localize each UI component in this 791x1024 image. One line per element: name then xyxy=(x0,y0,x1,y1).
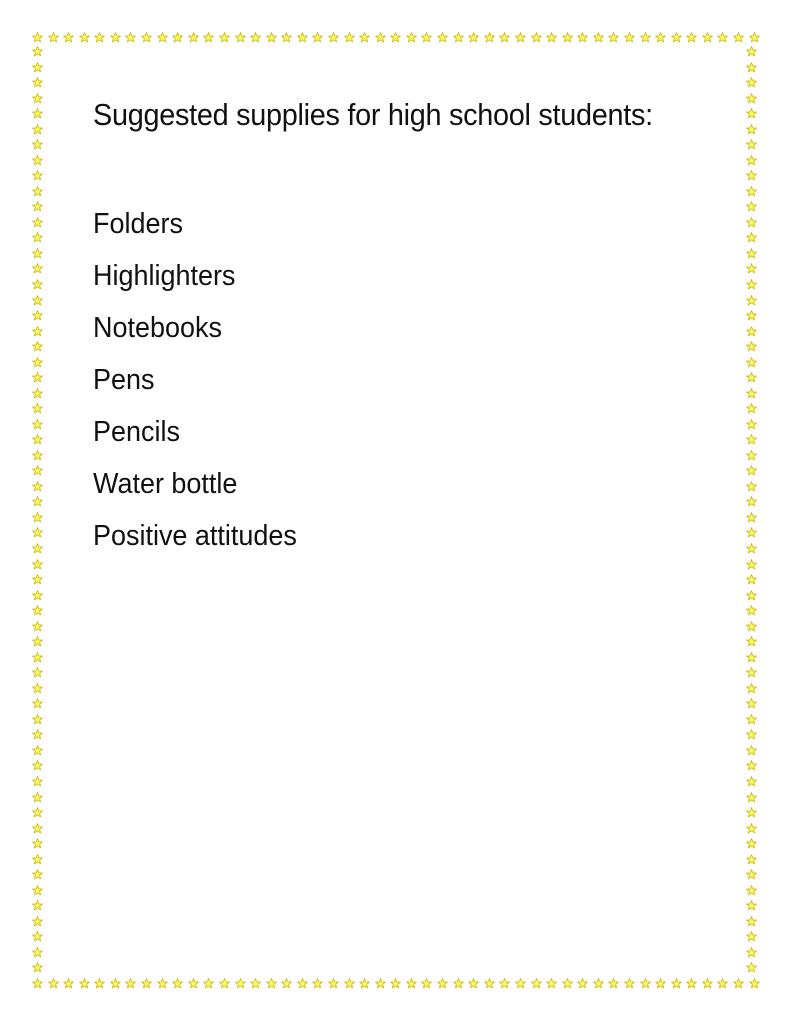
star-border-bottom xyxy=(32,977,760,990)
star-icon xyxy=(746,667,757,678)
star-icon xyxy=(746,621,757,632)
star-icon xyxy=(484,978,495,989)
supply-list xyxy=(93,198,312,562)
star-icon xyxy=(746,248,757,259)
star-icon xyxy=(32,388,43,399)
star-icon xyxy=(746,698,757,709)
star-icon xyxy=(746,62,757,73)
star-icon xyxy=(32,636,43,647)
star-icon xyxy=(746,232,757,243)
star-icon xyxy=(32,248,43,259)
star-icon xyxy=(562,32,573,43)
star-icon xyxy=(32,310,43,321)
star-icon xyxy=(746,326,757,337)
star-icon xyxy=(32,201,43,212)
star-icon xyxy=(577,978,588,989)
star-icon xyxy=(328,32,339,43)
star-icon xyxy=(359,978,370,989)
star-icon xyxy=(312,32,323,43)
star-icon xyxy=(746,93,757,104)
star-icon xyxy=(32,900,43,911)
star-icon xyxy=(188,978,199,989)
star-icon xyxy=(281,32,292,43)
star-icon xyxy=(48,32,59,43)
star-icon xyxy=(32,62,43,73)
star-icon xyxy=(157,978,168,989)
star-icon xyxy=(421,978,432,989)
star-icon xyxy=(266,978,277,989)
star-icon xyxy=(32,512,43,523)
star-icon xyxy=(32,295,43,306)
star-icon xyxy=(746,263,757,274)
star-icon xyxy=(746,807,757,818)
star-icon xyxy=(32,465,43,476)
star-icon xyxy=(312,978,323,989)
star-border-right xyxy=(745,46,758,974)
star-icon xyxy=(32,823,43,834)
star-icon xyxy=(746,559,757,570)
star-icon xyxy=(32,621,43,632)
star-icon xyxy=(717,32,728,43)
star-icon xyxy=(32,155,43,166)
star-icon xyxy=(562,978,573,989)
list-item: Folders xyxy=(93,208,183,240)
star-icon xyxy=(468,32,479,43)
star-icon xyxy=(746,186,757,197)
star-icon xyxy=(746,760,757,771)
star-icon xyxy=(749,978,760,989)
star-icon xyxy=(32,232,43,243)
star-icon xyxy=(48,978,59,989)
star-icon xyxy=(746,605,757,616)
star-icon xyxy=(746,139,757,150)
star-icon xyxy=(94,32,105,43)
star-icon xyxy=(746,481,757,492)
star-icon xyxy=(32,729,43,740)
star-icon xyxy=(390,32,401,43)
star-icon xyxy=(32,807,43,818)
star-icon xyxy=(746,885,757,896)
star-icon xyxy=(593,32,604,43)
star-icon xyxy=(375,978,386,989)
star-icon xyxy=(125,32,136,43)
star-icon xyxy=(32,124,43,135)
star-icon xyxy=(746,590,757,601)
star-icon xyxy=(32,77,43,88)
star-icon xyxy=(32,108,43,119)
star-icon xyxy=(32,139,43,150)
star-icon xyxy=(717,978,728,989)
star-icon xyxy=(608,978,619,989)
star-icon xyxy=(63,32,74,43)
star-icon xyxy=(746,124,757,135)
star-icon xyxy=(32,543,43,554)
star-icon xyxy=(746,77,757,88)
star-icon xyxy=(746,792,757,803)
star-icon xyxy=(702,32,713,43)
star-icon xyxy=(141,978,152,989)
star-icon xyxy=(746,512,757,523)
star-icon xyxy=(746,357,757,368)
star-icon xyxy=(746,419,757,430)
star-icon xyxy=(297,978,308,989)
star-icon xyxy=(640,978,651,989)
star-icon xyxy=(746,465,757,476)
star-icon xyxy=(125,978,136,989)
star-icon xyxy=(746,527,757,538)
star-icon xyxy=(390,978,401,989)
star-icon xyxy=(746,46,757,57)
star-icon xyxy=(546,32,557,43)
star-icon xyxy=(32,869,43,880)
star-icon xyxy=(671,978,682,989)
star-icon xyxy=(32,170,43,181)
star-icon xyxy=(577,32,588,43)
star-icon xyxy=(32,403,43,414)
star-icon xyxy=(746,155,757,166)
star-icon xyxy=(746,496,757,507)
star-icon xyxy=(453,978,464,989)
star-icon xyxy=(281,978,292,989)
star-icon xyxy=(608,32,619,43)
star-icon xyxy=(32,962,43,973)
star-icon xyxy=(79,32,90,43)
star-icon xyxy=(266,32,277,43)
star-icon xyxy=(686,32,697,43)
star-icon xyxy=(375,32,386,43)
star-icon xyxy=(32,372,43,383)
star-icon xyxy=(63,978,74,989)
star-icon xyxy=(32,652,43,663)
star-icon xyxy=(110,32,121,43)
star-icon xyxy=(515,978,526,989)
star-icon xyxy=(746,652,757,663)
star-icon xyxy=(94,978,105,989)
star-icon xyxy=(32,263,43,274)
star-icon xyxy=(32,683,43,694)
star-icon xyxy=(746,170,757,181)
star-icon xyxy=(746,372,757,383)
star-icon xyxy=(32,792,43,803)
star-icon xyxy=(297,32,308,43)
star-icon xyxy=(468,978,479,989)
star-icon xyxy=(746,201,757,212)
star-icon xyxy=(250,32,261,43)
star-icon xyxy=(733,32,744,43)
star-icon xyxy=(746,823,757,834)
star-icon xyxy=(746,714,757,725)
star-icon xyxy=(531,32,542,43)
star-icon xyxy=(746,403,757,414)
star-icon xyxy=(32,947,43,958)
star-border-top xyxy=(32,31,760,44)
star-icon xyxy=(32,667,43,678)
star-icon xyxy=(746,838,757,849)
list-item: Highlighters xyxy=(93,260,236,292)
star-icon xyxy=(746,683,757,694)
star-icon xyxy=(235,32,246,43)
star-icon xyxy=(746,745,757,756)
star-icon xyxy=(406,32,417,43)
star-icon xyxy=(640,32,651,43)
star-icon xyxy=(32,481,43,492)
list-item: Positive attitudes xyxy=(93,520,297,552)
list-item: Notebooks xyxy=(93,312,222,344)
star-icon xyxy=(32,217,43,228)
star-icon xyxy=(746,636,757,647)
star-icon xyxy=(32,341,43,352)
star-icon xyxy=(499,978,510,989)
star-icon xyxy=(746,931,757,942)
star-icon xyxy=(32,776,43,787)
star-icon xyxy=(437,978,448,989)
star-icon xyxy=(219,32,230,43)
star-icon xyxy=(655,978,666,989)
star-icon xyxy=(746,916,757,927)
star-icon xyxy=(746,310,757,321)
star-icon xyxy=(515,32,526,43)
star-icon xyxy=(671,32,682,43)
star-icon xyxy=(746,434,757,445)
list-item: Water bottle xyxy=(93,468,238,500)
star-icon xyxy=(32,838,43,849)
star-icon xyxy=(453,32,464,43)
star-icon xyxy=(344,978,355,989)
star-icon xyxy=(359,32,370,43)
star-icon xyxy=(749,32,760,43)
star-icon xyxy=(746,295,757,306)
star-icon xyxy=(188,32,199,43)
star-icon xyxy=(531,978,542,989)
star-icon xyxy=(406,978,417,989)
star-icon xyxy=(32,186,43,197)
star-icon xyxy=(746,900,757,911)
star-icon xyxy=(328,978,339,989)
star-border-left xyxy=(31,46,44,974)
star-icon xyxy=(746,962,757,973)
star-icon xyxy=(624,978,635,989)
star-icon xyxy=(344,32,355,43)
star-icon xyxy=(32,93,43,104)
star-icon xyxy=(746,450,757,461)
document-content xyxy=(93,93,713,552)
star-icon xyxy=(32,527,43,538)
star-icon xyxy=(421,32,432,43)
star-icon xyxy=(157,32,168,43)
star-icon xyxy=(32,496,43,507)
star-icon xyxy=(746,776,757,787)
star-icon xyxy=(79,978,90,989)
star-icon xyxy=(219,978,230,989)
star-icon xyxy=(141,32,152,43)
star-icon xyxy=(32,279,43,290)
star-icon xyxy=(32,760,43,771)
star-icon xyxy=(746,574,757,585)
star-icon xyxy=(32,326,43,337)
star-icon xyxy=(655,32,666,43)
star-icon xyxy=(32,698,43,709)
star-icon xyxy=(32,574,43,585)
star-icon xyxy=(686,978,697,989)
star-icon xyxy=(32,46,43,57)
star-icon xyxy=(546,978,557,989)
star-icon xyxy=(624,32,635,43)
star-icon xyxy=(746,729,757,740)
star-icon xyxy=(437,32,448,43)
star-icon xyxy=(484,32,495,43)
star-icon xyxy=(172,978,183,989)
star-icon xyxy=(746,854,757,865)
star-icon xyxy=(32,885,43,896)
star-icon xyxy=(746,217,757,228)
star-icon xyxy=(32,916,43,927)
star-icon xyxy=(702,978,713,989)
list-item: Pencils xyxy=(93,416,180,448)
star-icon xyxy=(32,559,43,570)
star-icon xyxy=(32,745,43,756)
star-icon xyxy=(250,978,261,989)
star-icon xyxy=(593,978,604,989)
star-icon xyxy=(733,978,744,989)
page-title: Suggested supplies for high school students: xyxy=(93,97,653,132)
star-icon xyxy=(32,605,43,616)
star-icon xyxy=(746,947,757,958)
star-icon xyxy=(746,341,757,352)
star-icon xyxy=(32,978,43,989)
star-icon xyxy=(746,108,757,119)
star-icon xyxy=(203,32,214,43)
star-icon xyxy=(746,388,757,399)
star-icon xyxy=(32,854,43,865)
star-icon xyxy=(32,357,43,368)
star-icon xyxy=(499,32,510,43)
star-icon xyxy=(746,279,757,290)
star-icon xyxy=(32,32,43,43)
star-icon xyxy=(746,869,757,880)
star-icon xyxy=(235,978,246,989)
star-icon xyxy=(172,32,183,43)
star-icon xyxy=(746,543,757,554)
star-icon xyxy=(203,978,214,989)
star-icon xyxy=(110,978,121,989)
star-icon xyxy=(32,931,43,942)
list-item: Pens xyxy=(93,364,155,396)
star-icon xyxy=(32,714,43,725)
star-icon xyxy=(32,590,43,601)
star-icon xyxy=(32,434,43,445)
star-icon xyxy=(32,419,43,430)
star-icon xyxy=(32,450,43,461)
